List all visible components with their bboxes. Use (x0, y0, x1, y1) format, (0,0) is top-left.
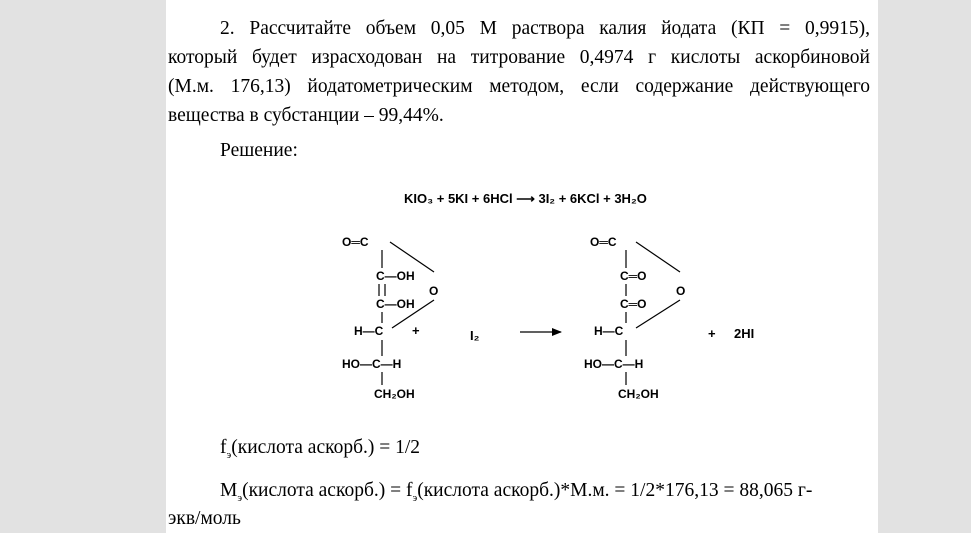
reaction-scheme (166, 180, 878, 420)
reactant-c4: H—C (354, 324, 384, 338)
document-page (166, 0, 878, 533)
product-c3: C═O (620, 297, 647, 311)
product-top: O═C (590, 235, 617, 249)
product-c4: H—C (594, 324, 624, 338)
reaction-arrow (520, 328, 562, 336)
left-margin-bar (0, 0, 166, 533)
task-paragraph (168, 14, 870, 130)
product-dehydroascorbic-acid (584, 235, 685, 401)
task-line-2: который будет израсходован на титрование 0,4974 г кислоты аскорбиновой (168, 47, 870, 68)
equivalent-mass-unit: экв/моль (168, 508, 241, 529)
plus-sign-1: + (412, 323, 420, 338)
task-line-1: 2. Рассчитайте объем 0,05 М раствора калия йодата (КП = 0,9915), (220, 18, 870, 39)
iodine: I₂ (470, 328, 480, 343)
equivalent-mass-formula: $М_э(кислота$ аскорб.) = $f_э(кислота$ аскорб.)*М.м. = 1/2*176,13 = 88,065 г- (220, 480, 813, 504)
hydrogen-iodide: 2HI (734, 326, 755, 341)
equivalence-factor-formula: $f_э(кислота$ аскорб.) = 1/2 (220, 437, 421, 461)
reactant-ring-o: O (429, 284, 439, 298)
reactant-top: O═C (342, 235, 369, 249)
task-line-3: (М.м. 176,13) йодатометрическим методом, если содержание действующего (168, 76, 870, 97)
reactant-c2: C—OH (376, 269, 415, 283)
solution-label: Решение: (220, 140, 298, 161)
task-line-4: вещества в субстанции – 99,44%. (168, 105, 444, 126)
product-c6: CH₂OH (618, 387, 659, 401)
product-ring-o: O (676, 284, 686, 298)
product-c2: C═O (620, 269, 647, 283)
kio3-equation: KIO₃ + 5KI + 6HCl ⟶ 3I₂ + 6KCl + 3H₂O (404, 191, 647, 206)
right-margin-bar (878, 0, 971, 533)
reactant-c3: C—OH (376, 297, 415, 311)
reactant-c5: HO—C—H (342, 357, 402, 371)
reactant-ascorbic-acid (342, 235, 438, 401)
plus-sign-2: + (708, 326, 716, 341)
product-c5: HO—C—H (584, 357, 644, 371)
reactant-c6: CH₂OH (374, 387, 415, 401)
